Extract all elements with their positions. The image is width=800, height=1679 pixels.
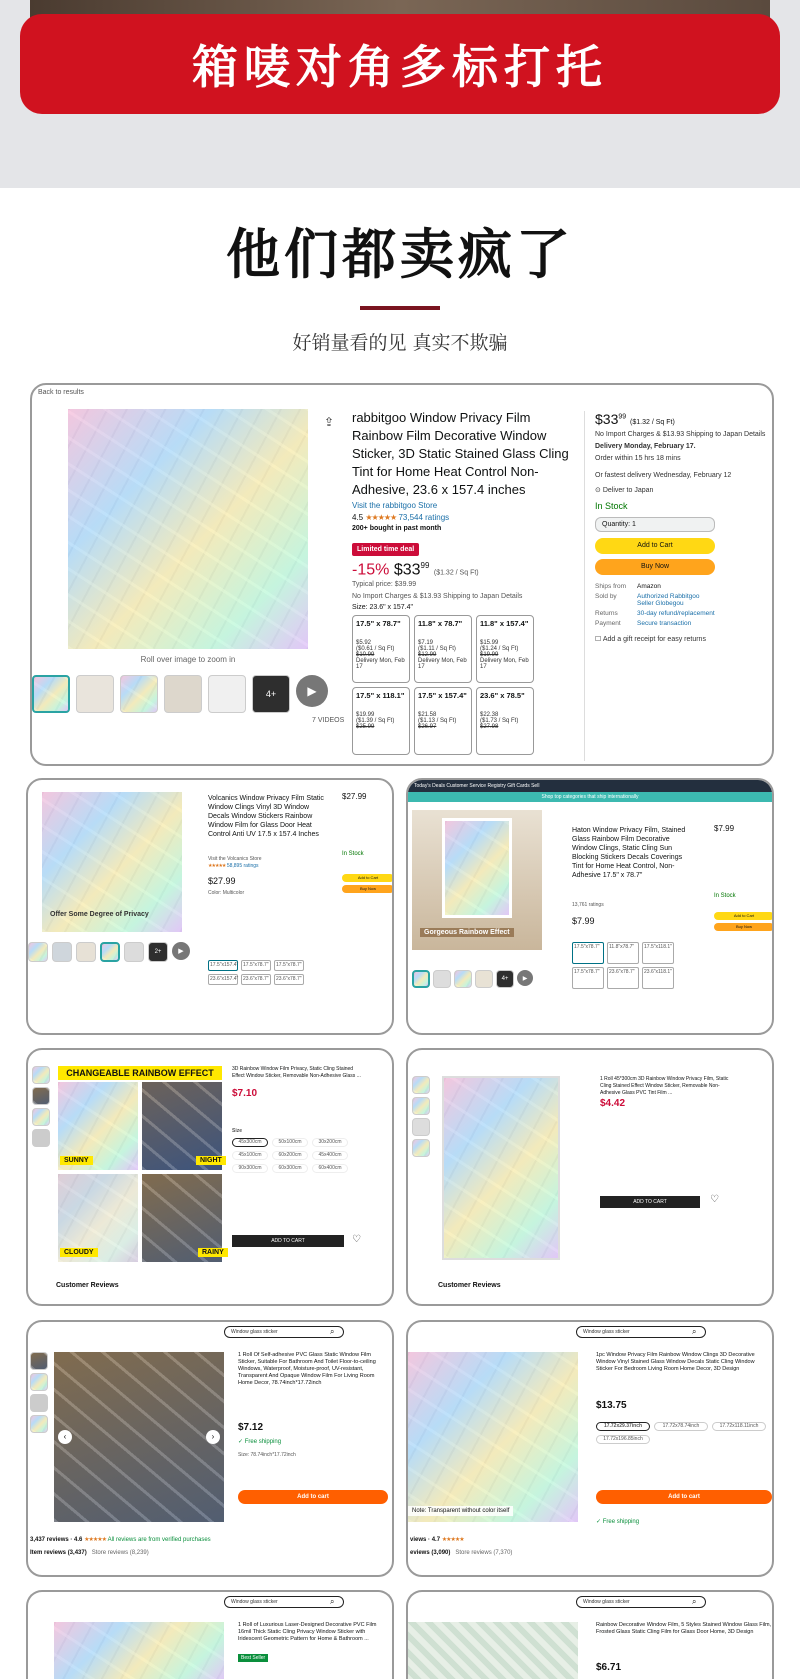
- screenshot-card-temu-laser-film: [26, 1590, 394, 1679]
- star-rating-icon: ★★★★★: [365, 513, 397, 522]
- store-link[interactable]: Visit the rabbitgoo Store: [352, 501, 438, 510]
- size-option[interactable]: 11.8"x78.7": [607, 942, 639, 964]
- screenshot-card-temu-3d-rainbow: [26, 1048, 394, 1306]
- size-option[interactable]: 23.6"x78.7": [274, 974, 304, 985]
- more-images-thumbnail[interactable]: 4+: [252, 675, 290, 713]
- buybox-price: $\$33^{99}$ ($1.32 / Sq Ft): [595, 411, 675, 427]
- search-input[interactable]: Window glass sticker: [576, 1326, 706, 1338]
- store-link[interactable]: Visit the Volcanics Store: [208, 856, 262, 862]
- size-option[interactable]: 60x300cm: [272, 1164, 308, 1173]
- thumbnail[interactable]: [433, 970, 451, 988]
- stock-status: In Stock: [714, 893, 736, 899]
- thumbnail[interactable]: [164, 675, 202, 713]
- price-cents: 99: [420, 561, 430, 570]
- buy-box: [714, 824, 774, 931]
- window-film-image: [442, 818, 512, 918]
- play-video-icon[interactable]: ▶: [517, 970, 533, 986]
- headline-divider: [360, 306, 440, 310]
- buy-now-button[interactable]: Buy Now: [595, 559, 715, 575]
- price: $7.99: [572, 916, 595, 926]
- star-rating-icon: ★★★★★: [208, 863, 226, 869]
- rating-row: ★★★★★ 58,895 ratings: [208, 863, 259, 869]
- best-seller-badge: Best Seller: [238, 1654, 268, 1662]
- free-shipping-label: ✓ Free shipping: [238, 1439, 282, 1445]
- size-option[interactable]: 60x400cm: [312, 1164, 348, 1173]
- thumbnail[interactable]: [30, 1394, 48, 1412]
- unit-price: ($1.32 / Sq Ft): [433, 569, 479, 577]
- add-to-cart-button[interactable]: Add to cart: [596, 1490, 772, 1504]
- size-option[interactable]: 17.5" x 78.7" $5.92 ($0.61 / Sq Ft) $10.99 Delivery Mon, Feb 17: [352, 615, 410, 683]
- effect-label: SUNNY: [60, 1156, 93, 1165]
- customer-reviews-heading: Customer Reviews: [438, 1282, 501, 1289]
- size-option[interactable]: 17.72x196.85inch: [596, 1435, 650, 1444]
- add-to-cart-button[interactable]: ADD TO CART: [600, 1196, 700, 1208]
- thumbnail-strip: [32, 675, 328, 713]
- location-pin-icon: ⊙: [595, 487, 601, 494]
- reviews-summary: 3,437 reviews · 4.6 ★★★★★ All reviews are from verified purchases: [30, 1537, 211, 1543]
- import-charges: No Import Charges & $13.93 Shipping to Japan Details: [352, 593, 523, 600]
- product-main-image: [54, 1622, 224, 1679]
- price: $4.42: [600, 1098, 626, 1109]
- price: $7.12: [238, 1422, 264, 1433]
- window-film-image: [408, 1352, 578, 1522]
- add-to-cart-button[interactable]: Add to Cart: [714, 912, 774, 920]
- product-main-image: [68, 409, 308, 649]
- typical-price: Typical price: $39.99: [352, 581, 417, 588]
- thumbnail[interactable]: [28, 942, 48, 962]
- size-option[interactable]: 30x200cm: [312, 1138, 348, 1147]
- screenshot-card-amazon-volcanics: [26, 778, 394, 1035]
- bought-count: 200+ bought in past month: [352, 525, 442, 532]
- thumbnail[interactable]: [412, 970, 430, 988]
- thumbnail-strip: [28, 942, 190, 962]
- size-option[interactable]: 45x300cm: [232, 1138, 268, 1147]
- thumbnail[interactable]: [32, 1066, 50, 1084]
- buybox-delivery: Delivery Monday, February 17.: [595, 443, 696, 450]
- banner-pill: [20, 14, 780, 114]
- thumbnail[interactable]: [454, 970, 472, 988]
- search-input[interactable]: Window glass sticker: [576, 1596, 706, 1608]
- thumbnail[interactable]: [100, 942, 120, 962]
- thumbnail[interactable]: [30, 1352, 48, 1370]
- price: $13.75: [596, 1400, 627, 1411]
- thumbnail[interactable]: [32, 1108, 50, 1126]
- size-option[interactable]: 17.5"x78.7": [572, 942, 604, 964]
- rating-value: 4.5: [352, 513, 364, 522]
- video-count: 7 VIDEOS: [312, 717, 345, 724]
- price-row: [352, 561, 479, 579]
- rating-row: [352, 513, 449, 522]
- screenshot-card-amazon-rabbitgoo: [30, 383, 774, 766]
- size-option[interactable]: 17.5" x 157.4" $21.58 ($1.13 / Sq Ft) $26.97: [414, 687, 472, 755]
- size-option[interactable]: 17.5" x 118.1" $19.99 ($1.39 / Sq Ft) $25.99: [352, 687, 410, 755]
- size-option[interactable]: 17.5"x78.7": [241, 960, 271, 971]
- thumbnail[interactable]: [76, 675, 114, 713]
- buybox-import: No Import Charges & $13.93 Shipping to Japan Details: [595, 431, 766, 438]
- size-option[interactable]: 17.5"x157.4": [208, 960, 238, 971]
- size-option[interactable]: 17.72x29.37inch: [596, 1422, 650, 1431]
- screenshot-card-temu-self-adhesive: [26, 1320, 394, 1577]
- buy-box: [584, 411, 774, 761]
- thumbnail[interactable]: [30, 1373, 48, 1391]
- play-video-icon[interactable]: ▶: [172, 942, 190, 960]
- thumbnail[interactable]: [32, 1087, 50, 1105]
- buybox-order-within: Order within 15 hrs 18 mins: [595, 455, 681, 462]
- size-option-grid: [352, 615, 534, 755]
- product-title: 3D Rainbow Window Film Privacy, Static Cling Stained Effect Window Sticker, Removable Non-Adhesive Glass ...: [232, 1066, 361, 1079]
- price: $7.10: [232, 1088, 258, 1099]
- size-option[interactable]: 23.6"x157.4": [208, 974, 238, 985]
- size-option[interactable]: 23.6"x78.7": [607, 967, 639, 989]
- size-option[interactable]: 17.5"x118.1": [642, 942, 674, 964]
- thumbnail[interactable]: [412, 1076, 430, 1094]
- thumbnail[interactable]: [412, 1139, 430, 1157]
- size-option[interactable]: 11.8" x 78.7" $7.19 ($1.11 / Sq Ft) $12.99 Delivery Mon, Feb 17: [414, 615, 472, 683]
- size-option-grid: [208, 960, 304, 985]
- effect-label: NIGHT: [196, 1156, 226, 1165]
- add-to-cart-button[interactable]: Add to Cart: [595, 538, 715, 554]
- search-icon[interactable]: ⌕: [330, 1597, 335, 1606]
- back-to-results-link[interactable]: Back to results: [38, 389, 84, 396]
- deliver-to-link[interactable]: ⊙ Deliver to Japan: [595, 487, 654, 494]
- screenshot-card-amazon-haton: [406, 778, 774, 1035]
- search-input[interactable]: Window glass sticker: [224, 1326, 344, 1338]
- play-video-icon[interactable]: ▶: [296, 675, 328, 707]
- shipping-banner[interactable]: Shop top categories that ship internationally: [408, 792, 772, 802]
- thumbnail[interactable]: [32, 1129, 50, 1147]
- effect-banner: CHANGEABLE RAINBOW EFFECT: [58, 1066, 222, 1080]
- product-title: rabbitgoo Window Privacy Film Rainbow Film Decorative Window Sticker, 3D Static Stained Glass Cling Tint for Home Heat Control Non-Adhesive, 23.6 x 157.4 inches: [352, 410, 569, 497]
- image-overlay-caption: Gorgeous Rainbow Effect: [420, 928, 514, 937]
- size-option-grid: [572, 942, 674, 989]
- effect-label: CLOUDY: [60, 1248, 98, 1257]
- search-icon[interactable]: ⌕: [692, 1327, 697, 1336]
- buy-now-button[interactable]: Buy Now: [714, 923, 774, 931]
- image-note: Note: Transparent without color itself: [408, 1506, 513, 1516]
- thumbnail-column: [412, 1076, 432, 1157]
- ratings-count-link[interactable]: 73,544 ratings: [398, 513, 450, 522]
- nav-bar[interactable]: Today's Deals Customer Service Registry Gift Cards Sell: [408, 780, 772, 792]
- free-shipping-label: ✓ Free shipping: [596, 1519, 640, 1525]
- discount-percent: -15%: [352, 561, 390, 579]
- stock-status: In Stock: [595, 501, 628, 511]
- more-images-thumbnail[interactable]: 2+: [148, 942, 168, 962]
- size-option[interactable]: 45x100cm: [232, 1151, 268, 1160]
- gift-receipt-checkbox[interactable]: ☐ Add a gift receipt for easy returns: [595, 636, 706, 643]
- price-dollars: $33: [393, 561, 421, 579]
- thumbnail[interactable]: [208, 675, 246, 713]
- thumbnail[interactable]: [76, 942, 96, 962]
- seller-info: Ships from Amazon Sold by Authorized Rabbitgoo Seller Globegou Returns 30-day refund/replacement Payment Secure transaction: [595, 583, 715, 627]
- thumbnail-column: [32, 1066, 52, 1147]
- product-title: 1pc Window Privacy Film Rainbow Window Clings 3D Decorative Window Vinyl Stained Glass Window Decals Static Cling Window Sticker For Bedroom Living Room Home Decor, 3D Design: [596, 1352, 755, 1372]
- add-to-cart-button[interactable]: Add to Cart: [342, 874, 394, 882]
- add-to-cart-button[interactable]: ADD TO CART: [232, 1235, 344, 1247]
- buybox-price: $7.99: [714, 824, 735, 833]
- next-image-arrow-icon[interactable]: ›: [206, 1430, 220, 1444]
- wishlist-heart-icon[interactable]: ♡: [710, 1194, 719, 1205]
- effect-label: RAINY: [198, 1248, 228, 1257]
- banner-title: 箱唛对角多标打托: [192, 40, 608, 94]
- color-label: Color: Multicolor: [208, 890, 245, 896]
- price: $6.71: [596, 1662, 622, 1673]
- buybox-price: $27.99: [342, 792, 367, 801]
- size-label: Size: 78.74inch*17.72inch: [238, 1452, 296, 1458]
- reviews-summary: views · 4.7 ★★★★★: [410, 1537, 464, 1543]
- thumbnail[interactable]: [124, 942, 144, 962]
- product-main-image: [408, 1352, 578, 1522]
- stock-status: In Stock: [342, 851, 364, 857]
- size-option-grid: [596, 1422, 766, 1444]
- thumbnail[interactable]: [120, 675, 158, 713]
- star-rating-icon: ★★★★★: [84, 1537, 106, 1543]
- size-option[interactable]: 17.5"x78.7": [572, 967, 604, 989]
- product-title: 1 Roll 45*300cm 3D Rainbow Window Privacy Film, Static Cling Stained Effect Window Sticker, Removable Non-Adhesive Glass PVC Tint Film ...: [600, 1076, 729, 1096]
- size-selected-label: Size: 23.6" x 157.4": [352, 604, 414, 611]
- search-input[interactable]: Window glass sticker: [224, 1596, 344, 1608]
- add-to-cart-button[interactable]: Add to cart: [238, 1490, 388, 1504]
- search-icon[interactable]: ⌕: [330, 1327, 335, 1336]
- size-option[interactable]: 17.5"x78.7": [274, 960, 304, 971]
- size-label: Size: [232, 1128, 243, 1134]
- search-icon[interactable]: ⌕: [692, 1597, 697, 1606]
- more-images-thumbnail[interactable]: 4+: [496, 970, 514, 988]
- product-title: 1 Roll of Luxurious Laser-Designed Decorative PVC Film 16mil Thick Static Cling Privacy Window Sticker with Iridescent Geometric Pattern for Home & Bathroom ...: [238, 1622, 377, 1642]
- wishlist-heart-icon[interactable]: ♡: [352, 1234, 361, 1245]
- customer-reviews-heading: Customer Reviews: [56, 1282, 119, 1289]
- screenshot-card-temu-1-roll: [406, 1048, 774, 1306]
- thumbnail[interactable]: [475, 970, 493, 988]
- thumbnail[interactable]: [32, 675, 70, 713]
- product-main-image: [54, 1352, 224, 1522]
- size-option[interactable]: 17.72x118.11inch: [712, 1422, 766, 1431]
- product-title: Volcanics Window Privacy Film Static Window Clings Vinyl 3D Window Decals Window Stickers Rainbow Window Film for Glass Door Heat Control Anti UV 17.5 x 157.4 Inches: [208, 795, 324, 838]
- share-icon[interactable]: ⇪: [324, 415, 335, 429]
- thumbnail-strip: [412, 970, 533, 988]
- review-tabs[interactable]: eviews (3,090) Store reviews (7,370): [410, 1550, 513, 1556]
- screenshot-card-temu-1pc-rainbow: [406, 1320, 774, 1577]
- buy-box: [342, 792, 394, 893]
- product-main-image: [434, 1076, 568, 1260]
- thumbnail-column: [30, 1352, 50, 1433]
- section-subline: 好销量看的见 真实不欺骗: [292, 332, 508, 354]
- product-main-image: [58, 1066, 222, 1262]
- size-option[interactable]: 90x300cm: [232, 1164, 268, 1173]
- star-rating-icon: ★★★★★: [441, 1537, 464, 1543]
- thumbnail[interactable]: [30, 1415, 48, 1433]
- screenshot-card-temu-decorative-film: [406, 1590, 774, 1679]
- limited-deal-badge: Limited time deal: [352, 543, 419, 556]
- thumbnail[interactable]: [52, 942, 72, 962]
- thumbnail[interactable]: [412, 1097, 430, 1115]
- size-option[interactable]: 23.6"x78.7": [241, 974, 271, 985]
- size-option[interactable]: 23.6" x 78.5" $22.38 ($1.73 / Sq Ft) $27.98: [476, 687, 534, 755]
- image-overlay-caption: Offer Some Degree of Privacy: [50, 911, 149, 918]
- size-option[interactable]: 11.8" x 157.4" $15.99 ($1.24 / Sq Ft) $19.99 Delivery Mon, Feb 17: [476, 615, 534, 683]
- thumbnail[interactable]: [412, 1118, 430, 1136]
- review-tabs[interactable]: Item reviews (3,437) Store reviews (8,239): [30, 1550, 149, 1556]
- product-title: Haton Window Privacy Film, Stained Glass Rainbow Film Decorative Window Clings, Static Cling Sun Blocking Stickers Decals Coverings Tint for Home Heat Control, Non-Adhesive 17.5" x 78.7": [572, 827, 686, 879]
- window-film-image: [54, 1352, 224, 1522]
- product-title: Rainbow Decorative Window Film, 5 Styles Stained Window Glass Film, Frosted Glass Static Cling Film for Glass Door Home, 3D Design: [596, 1622, 772, 1635]
- previous-image-arrow-icon[interactable]: ‹: [58, 1430, 72, 1444]
- product-main-image: [412, 810, 542, 950]
- size-option[interactable]: 50x100cm: [272, 1138, 308, 1147]
- size-option[interactable]: 23.6"x118.1": [642, 967, 674, 989]
- size-option[interactable]: 17.72x78.74inch: [654, 1422, 708, 1431]
- buy-now-button[interactable]: Buy Now: [342, 885, 394, 893]
- size-option-grid: [232, 1138, 348, 1173]
- section-headline: 他们都卖疯了: [226, 223, 574, 286]
- size-option[interactable]: 45x400cm: [312, 1151, 348, 1160]
- product-main-image: [408, 1622, 578, 1679]
- quantity-select[interactable]: Quantity: 1: [595, 517, 715, 532]
- zoom-hint: Roll over image to zoom in: [140, 655, 236, 664]
- size-option[interactable]: 60x200cm: [272, 1151, 308, 1160]
- product-title: 1 Roll Of Self-adhesive PVC Glass Static Window Film Sticker, Suitable For Bathroom And Toilet Floor-to-ceiling Windows, Waterproof, Moisture-proof, UV-resistant, Transparent And Opaque Window Film For Living Room Home Decor, 78.74inch*17.72inch: [238, 1352, 376, 1386]
- buybox-fastest: Or fastest delivery Wednesday, February 12: [595, 472, 732, 479]
- window-film-image: [442, 1076, 560, 1260]
- ratings-count-link[interactable]: 13,761 ratings: [572, 902, 604, 908]
- price: $27.99: [208, 876, 236, 886]
